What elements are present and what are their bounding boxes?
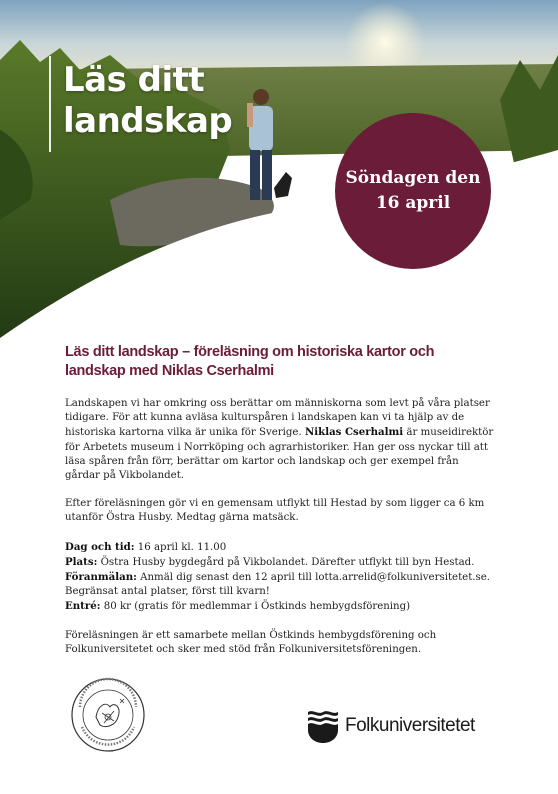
- event-details: [65, 540, 495, 615]
- fee-label: Entré:: [65, 600, 101, 613]
- when-label: Dag och tid:: [65, 540, 135, 553]
- fee-value: 80 kr (gratis för medlemmar i Östkinds hembygdsförening): [100, 601, 411, 613]
- title-line-1: Läs ditt: [63, 60, 205, 100]
- speaker-name: Niklas Cserhalmi: [304, 426, 404, 439]
- page-title: [63, 60, 232, 142]
- article-heading: Läs ditt landskap – föreläsning om historiska kartor och landskap med Niklas Cserhalmi: [65, 344, 435, 379]
- ostkind-seal-logo: [70, 677, 146, 753]
- title-divider: [49, 56, 51, 152]
- excursion-paragraph: Efter föreläsningen gör vi en gemensam utflykt till Hestad by som ligger ca 6 km utanför Östra Husby. Medtag gärna matsäck.: [65, 498, 485, 524]
- signup-value: Anmäl dig senast den 12 april till lotta.arrelid@folkuniversitetet.se. Begränsat antal platser, först till kvarn!: [65, 572, 491, 598]
- folkuniversitetet-logo: [307, 708, 475, 744]
- article-body: [65, 343, 495, 671]
- intro-text-1: Landskapen vi har omkring oss berättar om människorna som levt på våra platser tidigare. För att kunna avläsa kulturspåren i landskapen kan vi ta hjälp av de historiska kartorna vilka är unika för Sverige.: [65, 398, 490, 439]
- intro-paragraph: [65, 397, 495, 483]
- folkuniversitetet-wordmark: Folkuniversitetet: [345, 715, 475, 736]
- intro-text-2: är museidirektör för Arbetets museum i Norrköping och agrarhistoriker. Han ger oss nyckar till att läsa spåren från förr, berättar om kartor och landskap och ger exempel från gårdar på Vikbolandet.: [65, 427, 494, 482]
- place-value: Östra Husby bygdegård på Vikbolandet. Därefter utflykt till byn Hestad.: [97, 556, 475, 568]
- collaboration-paragraph: Föreläsningen är ett samarbete mellan Östkinds hembygdsförening och Folkuniversitetet och sker med stöd från Folkuniversitetsföreningen.: [65, 629, 437, 655]
- signup-label: Föranmälan:: [65, 571, 137, 584]
- date-badge-line-1: Söndagen den: [345, 168, 481, 188]
- dog-silhouette: [274, 172, 292, 198]
- date-badge: [335, 113, 491, 269]
- folkuniversitetet-mark-icon: [307, 708, 339, 744]
- place-label: Plats:: [65, 555, 98, 568]
- title-line-2: landskap: [63, 101, 233, 141]
- date-badge-line-2: 16 april: [375, 193, 451, 213]
- when-value: 16 april kl. 11.00: [134, 541, 227, 553]
